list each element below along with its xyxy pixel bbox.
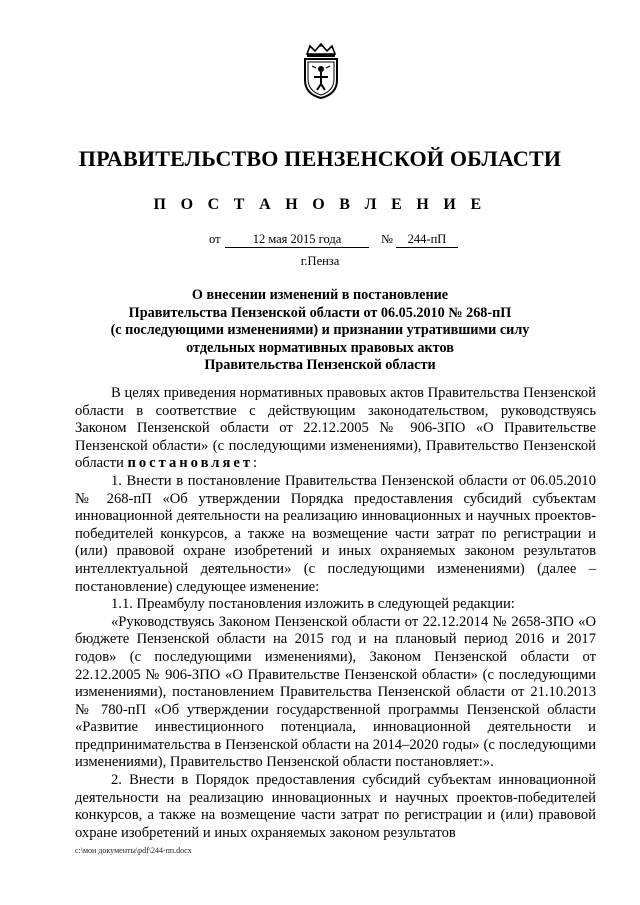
body-paragraph: 1. Внести в постановление Правительства Пензенской области от 06.05.2010 № 268-пП «Об утверждении Порядка предоставления субсидий субъектам инновационной деятельности на реализацию инновационных и научных проектов-победителей конкурсов, а также на возмещение части затрат по регистрации и (или) правовой охране изобретений и иных охраняемых законом результатов интеллектуальной деятельности» (с последующими изменениями) (далее – постановление) следующее изменение: [75, 472, 596, 595]
paragraph-end: : [253, 455, 258, 472]
number-label: № [381, 232, 393, 246]
body-paragraph: 1.1. Преамбулу постановления изложить в следующей редакции: [111, 596, 515, 613]
body-paragraph [75, 385, 596, 473]
body-paragraph: 2. Внести в Порядок предоставления субсидий субъектам инновационной деятельности на реализацию инновационных и научных проектов-победителей конкурсов, а также на возмещение части затрат по регистрации и (или) правовой охране изобретений и иных охраняемых законом результатов [75, 772, 596, 841]
subject-line: Правительства Пензенской области [204, 357, 436, 373]
coat-of-arms-icon [297, 42, 345, 100]
document-number: 244-пП [396, 232, 458, 248]
subject-line: отдельных нормативных правовых актов [186, 339, 454, 356]
from-label: от [209, 232, 221, 246]
document-meta [0, 232, 640, 250]
document-subject [80, 287, 560, 375]
document-date: 12 мая 2015 года [225, 232, 369, 248]
file-path: c:\мои документы\pdf\244-пп.docx [75, 846, 192, 855]
subject-line: О внесении изменений в постановление [191, 287, 449, 303]
subject-line: (с последующими изменениями) и признании утратившими силу [110, 322, 530, 338]
paragraph-text: В целях приведения нормативных правовых актов Правительства Пензенской области в соответствие с действующим законодательством, руководствуясь Законом Пензенской области от 22.12.2005 № 906-ЗПО «О Правительстве Пензенской области» (с последующими изменениями), Правительство Пензенской области [75, 385, 596, 472]
subject-line: Правительства Пензенской области от 06.05.2010 № 268-пП [128, 304, 512, 321]
body-paragraph: «Руководствуясь Законом Пензенской области от 22.12.2014 № 2658-ЗПО «О бюджете Пензенской области на 2015 год и на плановый период 2016 и 2017 годов» (с последующими изменениями), Законом Пензенской области от 22.12.2005 № 906-ЗПО «О Правительстве Пензенской области» (с последующими изменениями), постановлением Правительства Пензенской области от 21.10.2013 № 780-пП «Об утверждении государственной программы Пензенской области «Развитие инвестиционного потенциала, инновационной деятельности и предпринимательства в Пензенской области на 2014–2020 годы» (с последующими изменениями), Правительство Пензенской области постановляет:». [75, 613, 596, 771]
document-type: П О С Т А Н О В Л Е Н И Е [153, 196, 487, 213]
resolution-keyword: постановляет [127, 455, 254, 472]
city: г.Пенза [300, 254, 340, 268]
document-body [75, 385, 596, 842]
government-title: ПРАВИТЕЛЬСТВО ПЕНЗЕНСКОЙ ОБЛАСТИ [78, 146, 562, 171]
